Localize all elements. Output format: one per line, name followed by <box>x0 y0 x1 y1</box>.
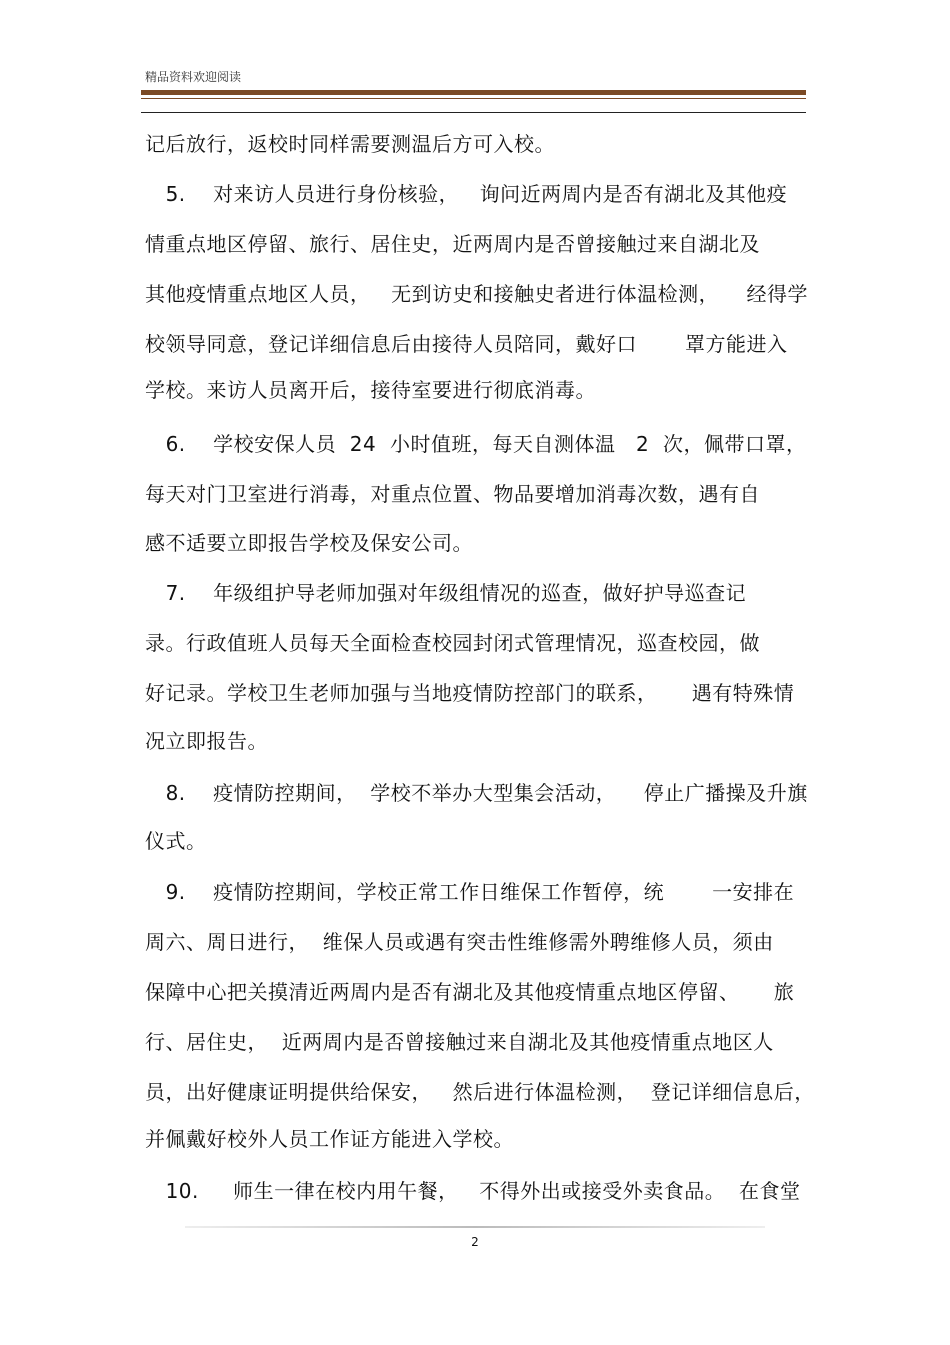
text-line: 5. 对来访人员进行身份核验， 询问近两周内是否有湖北及其他疫 <box>145 182 788 206</box>
text-line: 行、居住史， 近两周内是否曾接触过来自湖北及其他疫情重点地区人 <box>145 1030 774 1054</box>
text-line: 6. 学校安保人员 24 小时值班，每天自测体温 2 次，佩带口罩， <box>145 432 807 456</box>
text-line: 员，出好健康证明提供给保安， 然后进行体温检测， 登记详细信息后， <box>145 1080 815 1104</box>
text-line: 并佩戴好校外人员工作证方能进入学校。 <box>145 1127 514 1151</box>
text-line: 7. 年级组护导老师加强对年级组情况的巡查，做好护导巡查记 <box>145 581 747 605</box>
header-rule-thick <box>141 90 806 95</box>
text-line: 学校。来访人员离开后，接待室要进行彻底消毒。 <box>145 378 596 402</box>
page-number: 2 <box>471 1235 479 1249</box>
footer-rule <box>185 1226 765 1228</box>
header-rule-line <box>141 112 806 113</box>
text-line: 其他疫情重点地区人员， 无到访史和接触史者进行体温检测， 经得学 <box>145 282 809 306</box>
text-line: 录。行政值班人员每天全面检查校园封闭式管理情况，巡查校园，做 <box>145 631 760 655</box>
text-line: 8. 疫情防控期间， 学校不举办大型集会活动， 停止广播操及升旗 <box>145 781 808 805</box>
text-line: 保障中心把关摸清近两周内是否有湖北及其他疫情重点地区停留、 旅 <box>145 980 795 1004</box>
text-line: 10. 师生一律在校内用午餐， 不得外出或接受外卖食品。 在食堂 <box>145 1179 801 1203</box>
text-line: 周六、周日进行， 维保人员或遇有突击性维修需外聘维修人员，须由 <box>145 930 774 954</box>
text-line: 每天对门卫室进行消毒，对重点位置、物品要增加消毒次数，遇有自 <box>145 482 760 506</box>
text-line: 校领导同意，登记详细信息后由接待人员陪同，戴好口 罩方能进入 <box>145 332 788 356</box>
text-line: 好记录。学校卫生老师加强与当地疫情防控部门的联系， 遇有特殊情 <box>145 681 795 705</box>
text-line: 情重点地区停留、旅行、居住史，近两周内是否曾接触过来自湖北及 <box>145 232 760 256</box>
text-line: 感不适要立即报告学校及保安公司。 <box>145 531 473 555</box>
header-rule-thin <box>141 98 806 99</box>
header-text: 精品资料欢迎阅读 <box>145 70 242 84</box>
text-line: 记后放行，返校时同样需要测温后方可入校。 <box>145 132 555 156</box>
text-line: 9. 疫情防控期间，学校正常工作日维保工作暂停，统 一安排在 <box>145 880 795 904</box>
text-line: 仪式。 <box>145 829 207 853</box>
text-line: 况立即报告。 <box>145 729 268 753</box>
